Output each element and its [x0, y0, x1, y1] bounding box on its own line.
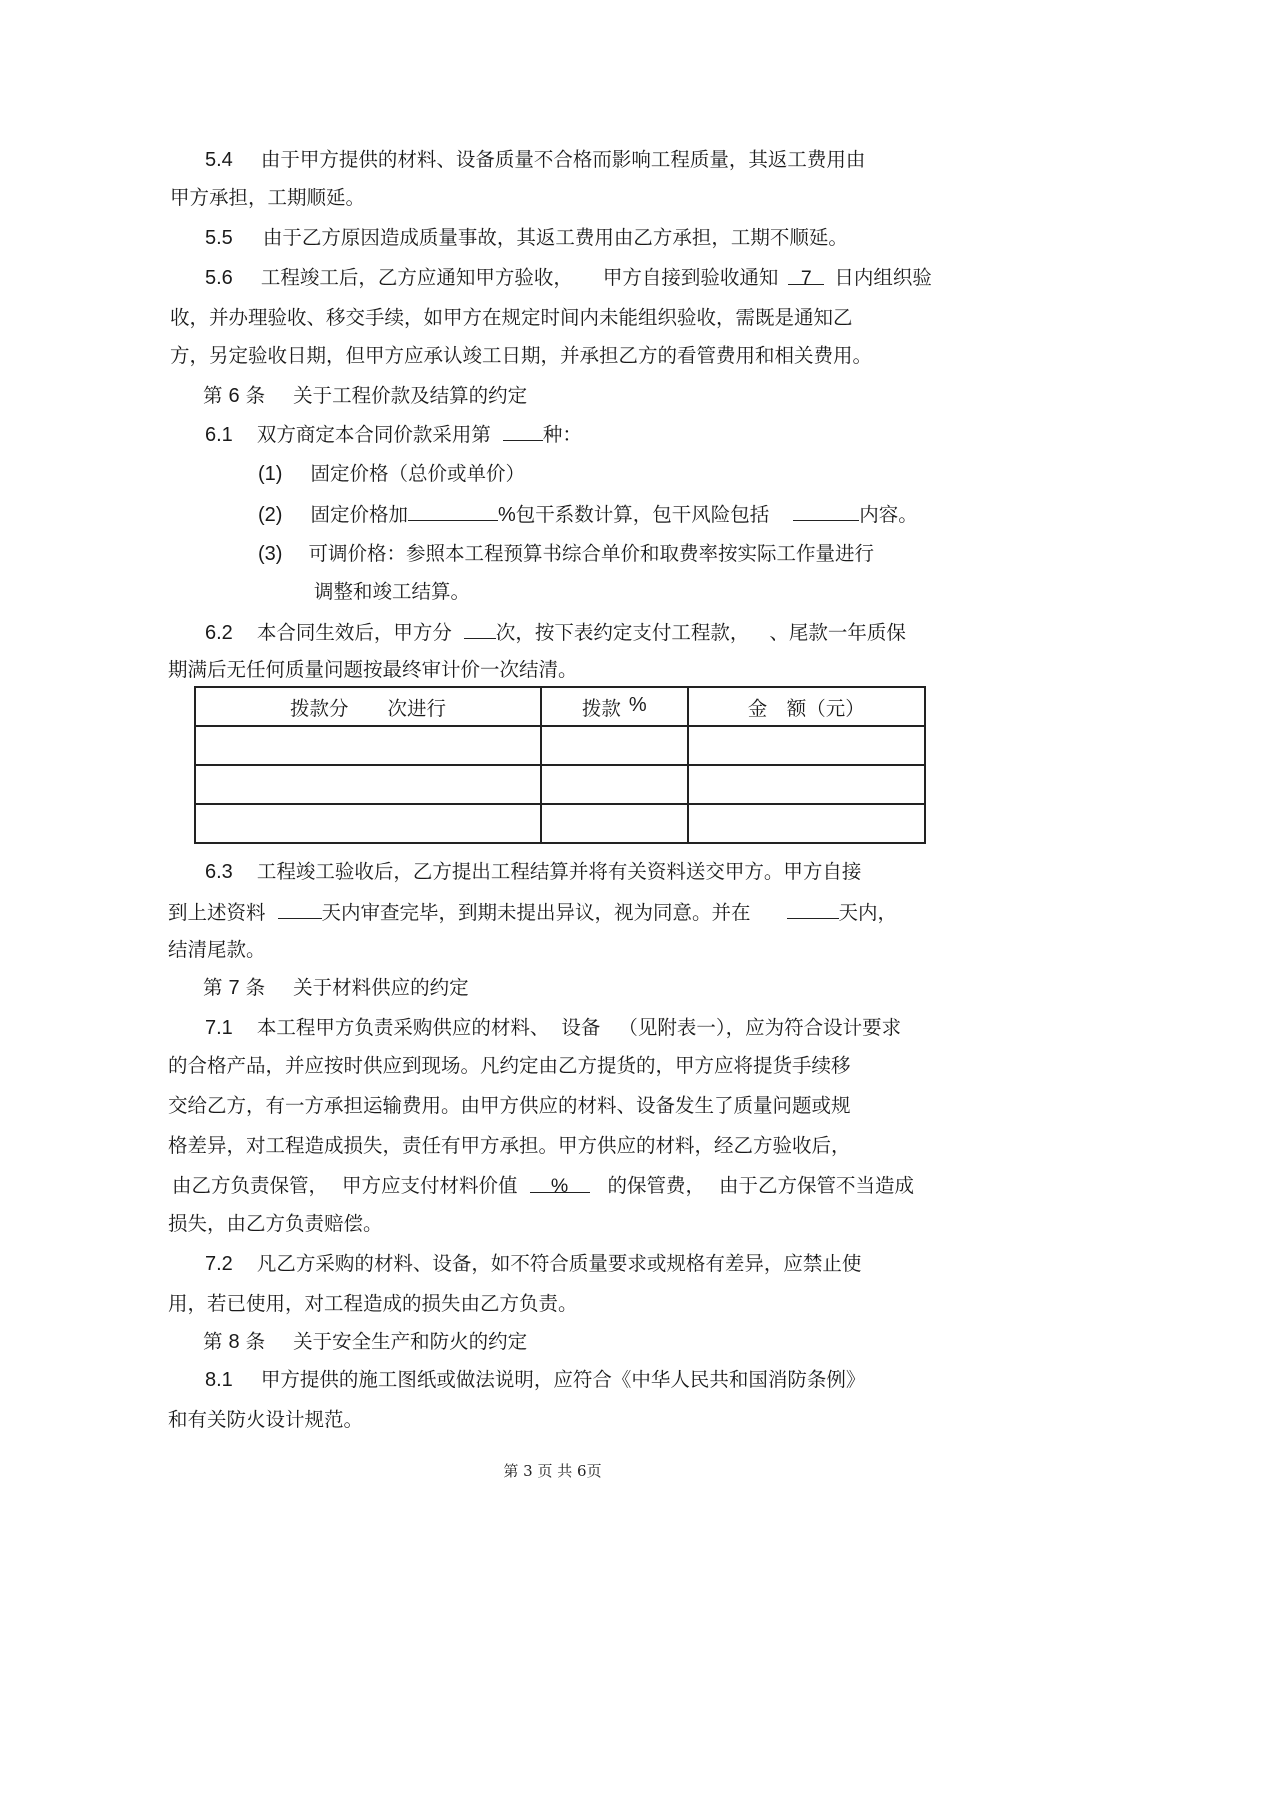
table-cell: [688, 804, 925, 843]
clause-text: 甲方自接到验收通知: [602, 266, 779, 289]
article-prefix: 第: [203, 384, 223, 407]
percent-sign: %: [550, 1175, 569, 1197]
clause-7-1-line-3: 交给乙方，有一方承担运输费用。由甲方供应的材料、设备发生了质量问题或规: [168, 1094, 851, 1117]
clause-7-1-line-6: 损失，由乙方负责赔偿。: [168, 1212, 383, 1235]
clause-number: 5.5: [205, 227, 233, 249]
clause-number: 7.1: [205, 1017, 233, 1039]
clause-text: 双方商定本合同价款采用第: [256, 423, 491, 446]
clause-text: 设备: [561, 1016, 601, 1039]
table-row: [195, 804, 925, 843]
clause-text: 由于乙方保管不当造成: [719, 1174, 915, 1197]
clause-5-6-line-1: [205, 264, 932, 292]
percent-blank: [408, 500, 498, 521]
article-6-heading: [203, 382, 527, 410]
table-cell: [541, 726, 688, 765]
option-3-line-2: 调整和竣工结算。: [314, 580, 471, 603]
clause-number: 5.4: [205, 149, 233, 171]
table-cell: [688, 726, 925, 765]
clause-8-1-line-1: [205, 1366, 865, 1394]
option-text: 可调价格：参照本工程预算书综合单价和取费率按实际工作量进行: [308, 542, 874, 565]
days-blank: [788, 264, 824, 289]
article-prefix: 第: [203, 1330, 223, 1353]
clause-text: 由于乙方原因造成质量事故，其返工费用由乙方承担，工期不顺延。: [262, 226, 848, 249]
clause-7-1-line-5: [172, 1172, 914, 1200]
clause-text: 工程竣工验收后，乙方提出工程结算并将有关资料送交甲方。甲方自接: [256, 860, 862, 883]
option-2: [258, 500, 918, 528]
clause-text: 的保管费，: [607, 1174, 706, 1197]
option-text: 固定价格加: [310, 503, 408, 526]
percent-sign: %: [497, 504, 516, 526]
clause-8-1-line-2: 和有关防火设计规范。: [168, 1408, 364, 1431]
article-suffix: 条: [245, 1330, 266, 1353]
clause-number: 6.1: [205, 424, 233, 446]
table-cell: [195, 765, 541, 804]
clause-5-4-line-2: 甲方承担，工期顺延。: [170, 186, 366, 209]
article-title: 关于材料供应的约定: [293, 976, 469, 999]
clause-text: 种：: [542, 423, 582, 446]
clause-7-2-line-2: 用，若已使用，对工程造成的损失由乙方负责。: [168, 1292, 578, 1315]
risk-blank: [793, 500, 859, 521]
table-cell: [541, 765, 688, 804]
table-cell: [541, 804, 688, 843]
article-number: 6: [228, 385, 240, 407]
header-payment-percent: [541, 687, 688, 726]
clause-5-4-line-1: [205, 146, 865, 174]
clause-7-2-line-1: [205, 1250, 861, 1278]
table-cell: [688, 765, 925, 804]
header-amount: 金 额（元）: [688, 687, 925, 726]
clause-text: 天内审查完毕，到期未提出异议，视为同意。并在: [321, 901, 751, 924]
clause-6-3-line-3: 结清尾款。: [168, 938, 266, 961]
article-title: 关于安全生产和防火的约定: [293, 1330, 528, 1353]
table-cell: [195, 726, 541, 765]
clause-7-1-line-2: 的合格产品，并应按时供应到现场。凡约定由乙方提货的，甲方应将提货手续移: [168, 1054, 851, 1077]
clause-number: 8.1: [205, 1369, 233, 1391]
option-number: (3): [258, 543, 283, 565]
page-footer: 第 3 页 共 6页: [503, 1462, 602, 1480]
clause-text: 次，按下表约定支付工程款，: [495, 621, 750, 644]
clause-text: （见附表一），应为符合设计要求: [618, 1016, 902, 1039]
clause-text: 甲方提供的施工图纸或做法说明，应符合《中华人民共和国消防条例》: [260, 1368, 866, 1391]
clause-text: 天内，: [838, 901, 898, 924]
clause-6-2-line-1: [205, 618, 906, 646]
clause-text: 日内组织验: [834, 266, 932, 289]
clause-6-1-line-1: [205, 420, 582, 448]
clause-5-6-line-3: 方，另定验收日期，但甲方应承认竣工日期，并承担乙方的看管费用和相关费用。: [170, 344, 873, 367]
clause-text: 工程竣工后，乙方应通知甲方验收，: [260, 266, 573, 289]
table-header-row: [195, 687, 925, 726]
clause-text: 甲方应支付材料价值: [342, 1174, 518, 1197]
option-text: 包干系数计算，包干风险包括: [515, 503, 770, 526]
clause-number: 5.6: [205, 267, 233, 289]
clause-7-1-line-1: [205, 1014, 901, 1042]
table-row: [195, 726, 925, 765]
review-days-blank: [278, 898, 322, 919]
clause-text: 、尾款一年质保: [769, 621, 906, 644]
header-installment: 拨款分 次进行: [195, 687, 541, 726]
clause-5-6-line-2: 收，并办理验收、移交手续，如甲方在规定时间内未能组织验收，需既是通知乙: [170, 306, 853, 329]
installments-blank: [464, 618, 496, 639]
article-8-heading: [203, 1328, 527, 1356]
option-3: [258, 540, 874, 568]
clause-text: 由乙方负责保管，: [172, 1174, 329, 1197]
option-text: 固定价格（总价或单价）: [310, 462, 525, 485]
article-number: 8: [228, 1331, 240, 1353]
table-row: [195, 765, 925, 804]
clause-6-3-line-2: [168, 898, 897, 926]
clause-5-5-line-1: [205, 224, 848, 252]
clause-text: 本合同生效后，甲方分: [256, 621, 452, 644]
settle-days-blank: [787, 898, 839, 919]
clause-number: 7.2: [205, 1253, 233, 1275]
custody-percent-blank: [530, 1172, 590, 1197]
article-prefix: 第: [203, 976, 223, 999]
table-cell: [195, 804, 541, 843]
clause-7-1-line-4: 格差异，对工程造成损失，责任有甲方承担。甲方供应的材料，经乙方验收后，: [168, 1134, 851, 1157]
days-value: 7: [800, 267, 812, 289]
clause-text: 到上述资料: [168, 901, 266, 924]
clause-text: 由于甲方提供的材料、设备质量不合格而影响工程质量，其返工费用由: [260, 148, 866, 171]
header-percent-sign: %: [628, 693, 647, 716]
clause-text: 本工程甲方负责采购供应的材料、: [256, 1016, 550, 1039]
header-payment-label: 拨款: [581, 696, 621, 720]
article-suffix: 条: [245, 976, 266, 999]
clause-text: 凡乙方采购的材料、设备，如不符合质量要求或规格有差异，应禁止使: [256, 1252, 862, 1275]
method-blank: [503, 420, 543, 441]
clause-6-3-line-1: [205, 858, 861, 886]
option-number: (1): [258, 463, 283, 485]
clause-number: 6.2: [205, 622, 233, 644]
clause-6-2-line-2: 期满后无任何质量问题按最终审计价一次结清。: [168, 658, 578, 681]
option-1: [258, 460, 525, 488]
option-number: (2): [258, 504, 283, 526]
article-title: 关于工程价款及结算的约定: [293, 384, 528, 407]
article-number: 7: [228, 977, 240, 999]
option-text: 内容。: [859, 503, 918, 526]
payment-table: [194, 686, 926, 844]
article-7-heading: [203, 974, 469, 1002]
article-suffix: 条: [245, 384, 266, 407]
clause-number: 6.3: [205, 861, 233, 883]
